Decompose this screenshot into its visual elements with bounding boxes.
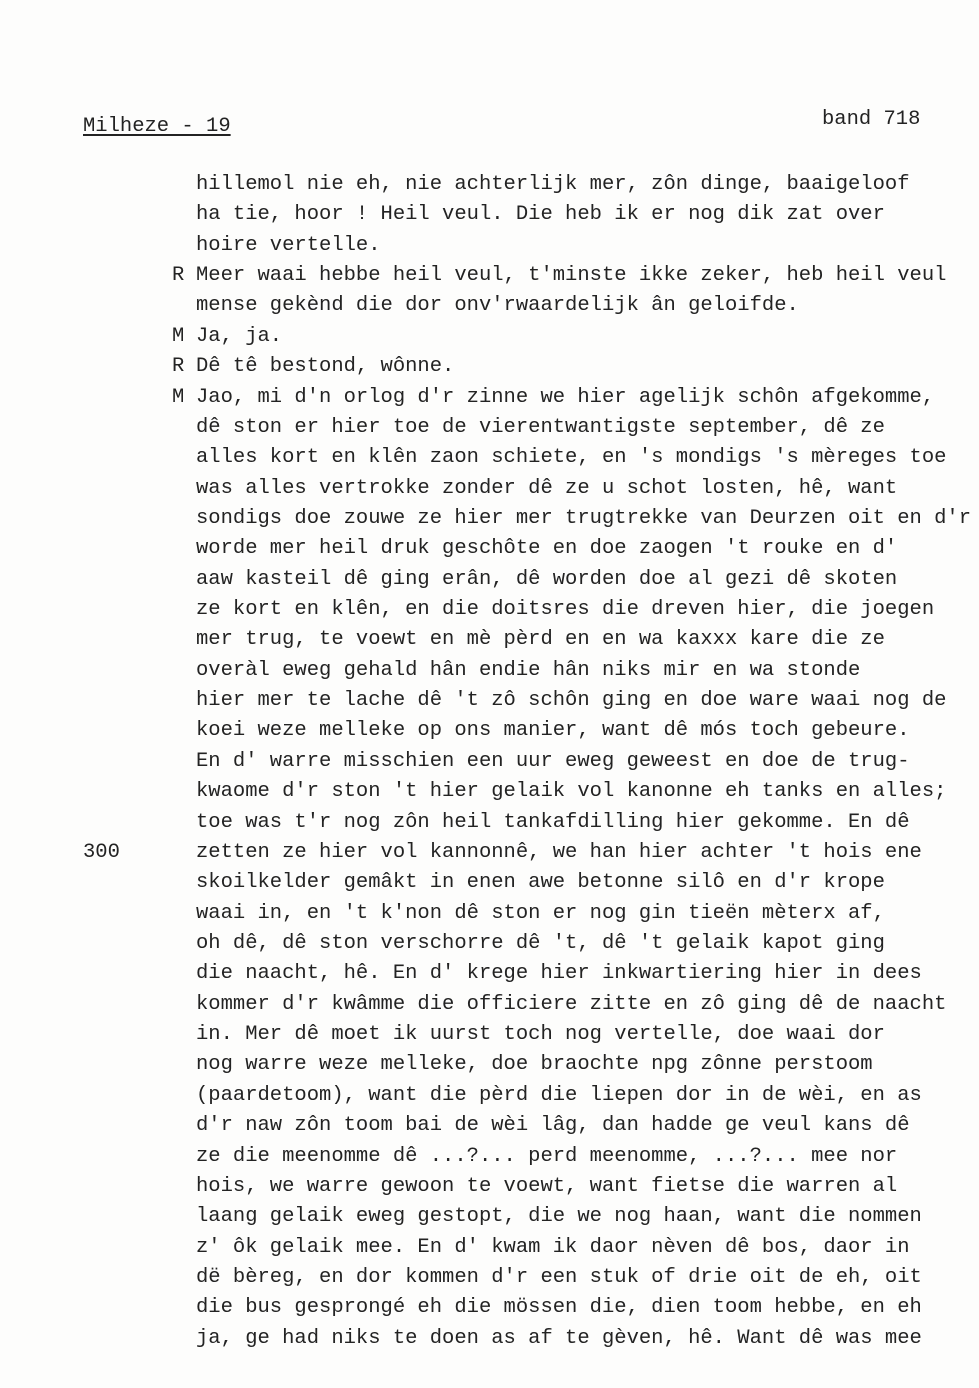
margin-line-number: 300 bbox=[83, 841, 120, 864]
text-line bbox=[196, 1142, 976, 1172]
line-text: dê ston er hier toe de vierentwantigste september, dê ze bbox=[196, 415, 885, 439]
text-line bbox=[196, 443, 976, 473]
line-text: hier mer te lache dê 't zô schôn ging en doe ware waai nog de bbox=[196, 689, 947, 713]
line-text: hillemol nie eh, nie achterlijk mer, zôn dinge, baaigeloof bbox=[196, 173, 910, 196]
text-line bbox=[196, 625, 976, 655]
text-line bbox=[172, 383, 976, 413]
line-text: laang gelaik eweg gestopt, die we nog haan, want die nommen bbox=[196, 1205, 922, 1229]
text-line bbox=[196, 1050, 976, 1080]
text-line bbox=[196, 1233, 976, 1263]
text-line bbox=[196, 929, 976, 959]
speaker-label: R bbox=[172, 264, 185, 288]
text-line bbox=[172, 352, 976, 382]
line-text: ja, ge had niks te doen as af te gèven, hê. Want dê was mee bbox=[196, 1326, 922, 1350]
line-text: ha tie, hoor ! Heil veul. Die heb ik er nog dik zat over bbox=[196, 203, 885, 227]
line-text: En d' warre misschien een uur eweg geweest en doe de trug- bbox=[196, 749, 910, 773]
text-line bbox=[196, 595, 976, 625]
line-text: d'r naw zôn toom bai de wèi lâg, dan hadde ge veul kans dê bbox=[196, 1114, 910, 1138]
line-text: Meer waai hebbe heil veul, t'minste ikke zeker, heb heil veul bbox=[196, 264, 947, 288]
speaker-label: M bbox=[172, 324, 185, 348]
line-text: oh dê, dê ston verschorre dê 't, dê 't gelaik kapot ging bbox=[196, 931, 885, 955]
text-line bbox=[172, 322, 976, 352]
text-line bbox=[196, 1111, 976, 1141]
line-text: Jao, mi d'n orlog d'r zinne we hier agelijk schôn afgekomme, bbox=[196, 385, 935, 409]
text-line bbox=[196, 170, 976, 200]
text-line bbox=[196, 504, 976, 534]
text-line bbox=[196, 1293, 976, 1323]
line-text: sondigs doe zouwe ze hier mer trugtrekke van Deurzen oit en d'r bbox=[196, 506, 972, 530]
page-header-title: Milheze - 19 bbox=[83, 115, 231, 138]
line-text: koei weze melleke op ons manier, want dê mós toch gebeure. bbox=[196, 719, 910, 743]
line-text: ze die meenomme dê ...?... perd meenomme, ...?... mee nor bbox=[196, 1144, 898, 1168]
line-text: kommer d'r kwâmme die officiere zitte en zô ging dê de naacht bbox=[196, 992, 947, 1016]
text-line bbox=[196, 899, 976, 929]
line-text: mer trug, te voewt en mè pèrd en en wa kaxxx kare die ze bbox=[196, 628, 885, 652]
text-line bbox=[196, 1172, 976, 1202]
line-text: zetten ze hier vol kannonnê, we han hier achter 't hois ene bbox=[196, 840, 922, 864]
line-text: skoilkelder gemâkt in enen awe betonne silô en d'r krope bbox=[196, 871, 885, 895]
text-line bbox=[196, 990, 976, 1020]
line-text: aaw kasteil dê ging erân, dê worden doe al gezi dê skoten bbox=[196, 567, 898, 591]
line-text: was alles vertrokke zonder dê ze u schot losten, hê, want bbox=[196, 476, 898, 500]
line-text: nog warre weze melleke, doe braochte npg zônne perstoom bbox=[196, 1053, 873, 1077]
line-text: alles kort en klên zaon schiete, en 's mondigs 's mèreges toe bbox=[196, 446, 947, 470]
text-line bbox=[196, 413, 976, 443]
line-text: worde mer heil druk geschôte en doe zaogen 't rouke en d' bbox=[196, 537, 898, 561]
line-text: toe was t'r nog zôn heil tankafdilling hier gekomme. En dê bbox=[196, 810, 910, 834]
text-line bbox=[196, 838, 976, 868]
text-line bbox=[196, 231, 976, 261]
text-line bbox=[196, 747, 976, 777]
line-text: dë bèreg, en dor kommen d'r een stuk of drie oit de eh, oit bbox=[196, 1265, 922, 1289]
line-text: die bus gesprongé eh die mössen die, dien toom hebbe, en eh bbox=[196, 1296, 922, 1320]
text-line bbox=[196, 716, 976, 746]
line-text: overàl eweg gehald hân endie hân niks mir en wa stonde bbox=[196, 658, 861, 682]
line-text: (paardetoom), want die pèrd die liepen dor in de wèi, en as bbox=[196, 1083, 922, 1107]
line-text: in. Mer dê moet ik uurst toch nog vertelle, doe waai dor bbox=[196, 1023, 885, 1047]
transcript-body bbox=[172, 170, 976, 1354]
text-line bbox=[196, 686, 976, 716]
text-line bbox=[196, 777, 976, 807]
text-line bbox=[196, 1020, 976, 1050]
line-text: waai in, en 't k'non dê ston er nog gin tieën mèterx af, bbox=[196, 901, 885, 925]
line-text: Ja, ja. bbox=[196, 324, 283, 348]
text-line bbox=[196, 868, 976, 898]
line-text: kwaome d'r ston 't hier gelaik vol kanonne eh tanks en alles; bbox=[196, 780, 947, 804]
text-line bbox=[196, 1263, 976, 1293]
speaker-label: M bbox=[172, 385, 185, 409]
text-line bbox=[196, 1202, 976, 1232]
text-line bbox=[172, 261, 976, 291]
text-line bbox=[196, 1324, 976, 1354]
line-text: hoire vertelle. bbox=[196, 233, 381, 257]
text-line bbox=[196, 656, 976, 686]
line-text: hois, we warre gewoon te voewt, want fietse die warren al bbox=[196, 1174, 898, 1198]
text-line bbox=[196, 959, 976, 989]
line-text: mense gekènd die dor onv'rwaardelijk ân geloifde. bbox=[196, 294, 799, 318]
band-number: band 718 bbox=[822, 108, 921, 131]
text-line bbox=[196, 808, 976, 838]
text-line bbox=[196, 474, 976, 504]
line-text: ze kort en klên, en die doitsres die dreven hier, die joegen bbox=[196, 598, 935, 622]
text-line bbox=[196, 1081, 976, 1111]
text-line bbox=[196, 565, 976, 595]
speaker-label: R bbox=[172, 355, 185, 379]
line-text: die naacht, hê. En d' krege hier inkwartiering hier in dees bbox=[196, 962, 922, 986]
line-text: Dê tê bestond, wônne. bbox=[196, 355, 455, 379]
line-text: z' ôk gelaik mee. En d' kwam ik daor nèven dê bos, daor in bbox=[196, 1235, 910, 1259]
text-line bbox=[196, 291, 976, 321]
text-line bbox=[196, 534, 976, 564]
text-line bbox=[196, 200, 976, 230]
